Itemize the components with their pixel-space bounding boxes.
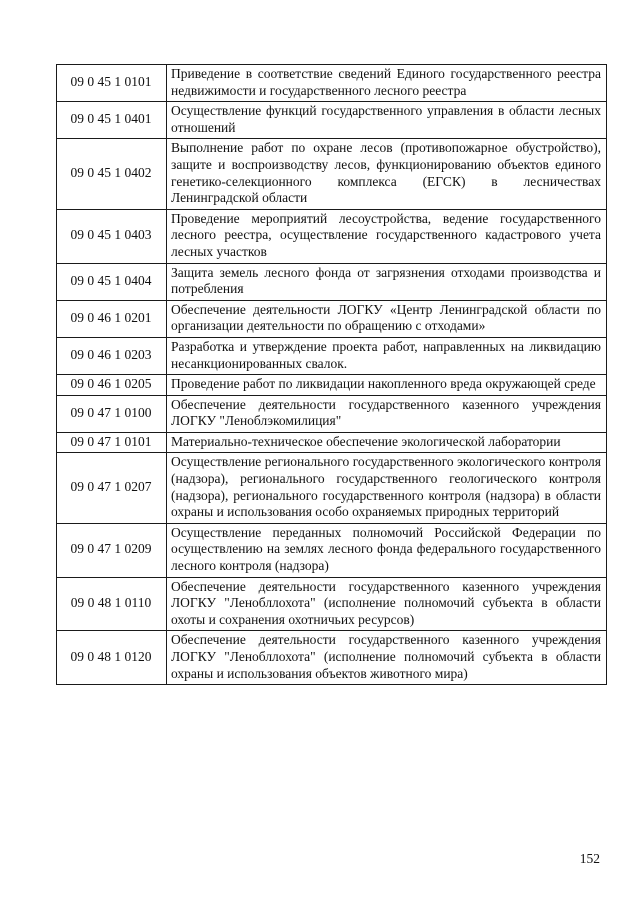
row-code: 09 0 48 1 0110: [57, 577, 167, 631]
row-code: 09 0 45 1 0404: [57, 263, 167, 300]
table-row: [57, 263, 607, 300]
row-code: 09 0 45 1 0401: [57, 102, 167, 139]
row-description: Обеспечение деятельности государственного казенного учреждения ЛОГКУ "Леноблэкомилиция": [167, 395, 607, 432]
row-description: Приведение в соответствие сведений Единого государственного реестра недвижимости и государственного лесного реестра: [167, 65, 607, 102]
row-code: 09 0 46 1 0201: [57, 300, 167, 337]
table-row: [57, 65, 607, 102]
row-description: Защита земель лесного фонда от загрязнения отходами производства и потребления: [167, 263, 607, 300]
row-description: Разработка и утверждение проекта работ, направленных на ликвидацию несанкционированных свалок.: [167, 337, 607, 374]
table-row: [57, 139, 607, 209]
table-row: [57, 395, 607, 432]
row-code: 09 0 46 1 0205: [57, 375, 167, 396]
row-description: Обеспечение деятельности государственного казенного учреждения ЛОГКУ "Ленобллохота" (исполнение полномочий субъекта в области охоты и сохранения охотничьих ресурсов): [167, 577, 607, 631]
row-description: Осуществление функций государственного управления в области лесных отношений: [167, 102, 607, 139]
table-row: [57, 337, 607, 374]
row-code: 09 0 47 1 0100: [57, 395, 167, 432]
row-code: 09 0 47 1 0207: [57, 453, 167, 523]
table-row: [57, 453, 607, 523]
budget-codes-table: [56, 64, 607, 685]
row-code: 09 0 45 1 0402: [57, 139, 167, 209]
row-code: 09 0 47 1 0101: [57, 432, 167, 453]
table-row: [57, 209, 607, 263]
table-row: [57, 631, 607, 685]
table-row: [57, 432, 607, 453]
table-row: [57, 102, 607, 139]
row-description: Проведение работ по ликвидации накопленного вреда окружающей среде: [167, 375, 607, 396]
row-code: 09 0 45 1 0101: [57, 65, 167, 102]
row-description: Материально-техническое обеспечение экологической лаборатории: [167, 432, 607, 453]
row-code: 09 0 48 1 0120: [57, 631, 167, 685]
row-description: Осуществление переданных полномочий Российской Федерации по осуществлению на землях лесного фонда федерального государственного лесного контроля (надзора): [167, 523, 607, 577]
row-code: 09 0 47 1 0209: [57, 523, 167, 577]
row-description: Выполнение работ по охране лесов (противопожарное обустройство), защите и воспроизводству лесов, функционированию объектов единого генетико-селекционного комплекса (ЕГСК) в лесничествах Ленинградской области: [167, 139, 607, 209]
row-code: 09 0 46 1 0203: [57, 337, 167, 374]
table-row: [57, 577, 607, 631]
row-description: Проведение мероприятий лесоустройства, ведение государственного лесного реестра, осуществление государственного кадастрового учета лесных участков: [167, 209, 607, 263]
row-code: 09 0 45 1 0403: [57, 209, 167, 263]
table-row: [57, 375, 607, 396]
page-number: 152: [579, 851, 600, 866]
row-description: Обеспечение деятельности государственного казенного учреждения ЛОГКУ "Ленобллохота" (исполнение полномочий субъекта в области охраны и использования объектов животного мира): [167, 631, 607, 685]
table-row: [57, 523, 607, 577]
row-description: Осуществление регионального государственного экологического контроля (надзора), регионального государственного геологического контроля (надзора), регионального государственного контроля (надзора) в области охраны и использования особо охраняемых природных территорий: [167, 453, 607, 523]
row-description: Обеспечение деятельности ЛОГКУ «Центр Ленинградской области по организации деятельности по обращению с отходами»: [167, 300, 607, 337]
table-row: [57, 300, 607, 337]
